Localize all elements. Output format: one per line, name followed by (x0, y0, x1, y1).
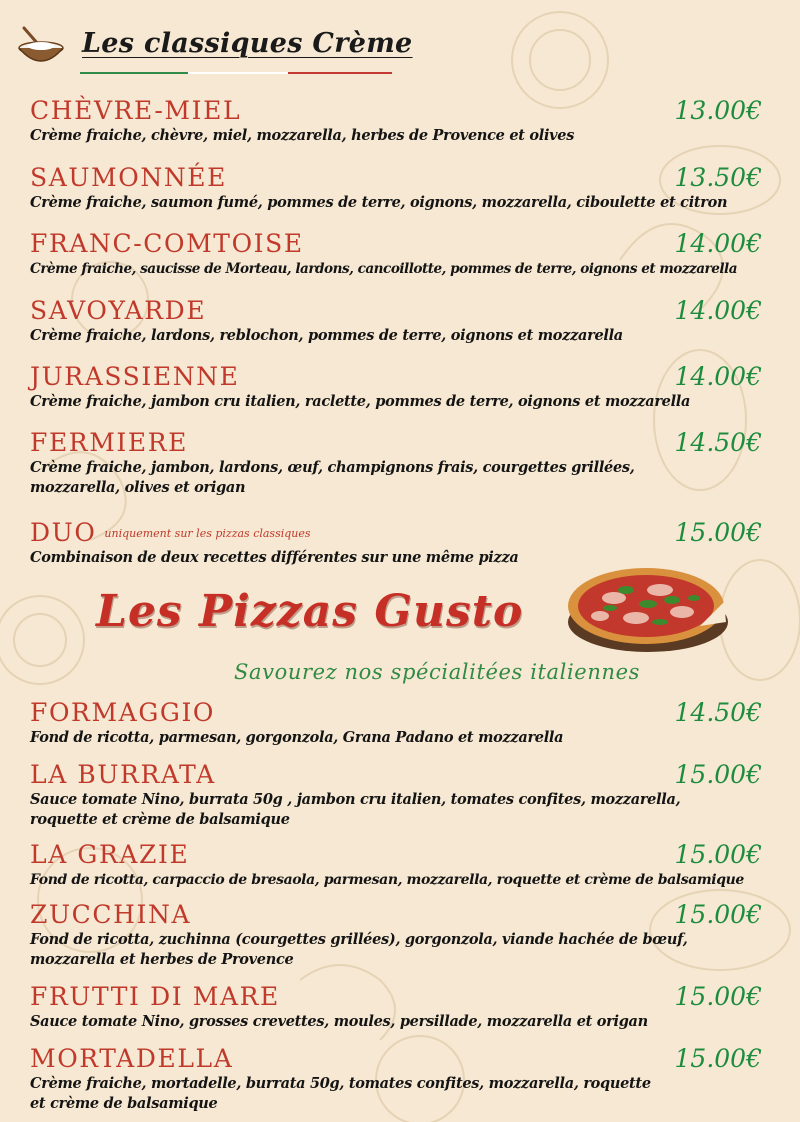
item-description: Sauce tomate Nino, grosses crevettes, moules, persillade, mozzarella et origan (30, 1013, 648, 1030)
item-description: Combinaison de deux recettes différentes sur une même pizza (30, 549, 519, 566)
item-name: SAVOYARDE (30, 296, 207, 325)
item-description: Crème fraiche, jambon, lardons, œuf, champignons frais, courgettes grillées, mozzarella, olives et origan (30, 459, 635, 496)
item-name: DUO (30, 518, 97, 547)
menu-item (30, 518, 770, 568)
item-description: Fond de ricotta, parmesan, gorgonzola, Grana Padano et mozzarella (30, 729, 564, 746)
item-price: 14.50€ (674, 698, 762, 727)
item-description: Crème fraiche, saucisse de Morteau, lardons, cancoillotte, pommes de terre, oignons et mozzarella (30, 261, 738, 277)
pizza-image (564, 562, 730, 662)
item-price: 15.00€ (674, 760, 762, 789)
menu-item (30, 760, 770, 830)
item-description: Crème fraiche, chèvre, miel, mozzarella, herbes de Provence et olives (30, 127, 575, 144)
item-name: FERMIERE (30, 428, 189, 457)
item-price: 13.50€ (674, 163, 762, 192)
menu-item (30, 229, 770, 279)
item-price: 14.50€ (674, 428, 762, 457)
item-description: Fond de ricotta, carpaccio de bresaola, parmesan, mozzarella, roquette et crème de balsamique (30, 872, 744, 888)
section-subtitle-gusto: Savourez nos spécialitées italiennes (234, 660, 640, 684)
item-name: JURASSIENNE (30, 362, 240, 391)
flag-stripe-red (288, 72, 392, 74)
item-name: FORMAGGIO (30, 698, 216, 727)
flag-stripe-white (188, 72, 288, 74)
menu-item (30, 163, 770, 213)
item-description: Crème fraiche, lardons, reblochon, pommes de terre, oignons et mozzarella (30, 327, 623, 344)
item-price: 15.00€ (674, 840, 762, 869)
item-name: CHÈVRE-MIEL (30, 96, 242, 125)
item-name: LA GRAZIE (30, 840, 190, 869)
menu-item (30, 96, 770, 146)
item-description: Crème fraiche, saumon fumé, pommes de terre, oignons, mozzarella, ciboulette et citron (30, 194, 728, 211)
item-price: 15.00€ (674, 1044, 762, 1073)
menu-item (30, 1044, 770, 1114)
menu-item (30, 428, 770, 498)
item-name: MORTADELLA (30, 1044, 234, 1073)
item-price: 14.00€ (674, 362, 762, 391)
section-title-classiques: Les classiques Crème (82, 28, 413, 59)
item-name: FRUTTI DI MARE (30, 982, 280, 1011)
menu-item (30, 840, 770, 890)
menu-item (30, 698, 770, 748)
item-description: Crème fraiche, mortadelle, burrata 50g, tomates confites, mozzarella, roquette et crème de balsamique (30, 1075, 651, 1112)
item-price: 13.00€ (674, 96, 762, 125)
item-description: Crème fraiche, jambon cru italien, raclette, pommes de terre, oignons et mozzarella (30, 393, 691, 410)
item-price: 15.00€ (674, 900, 762, 929)
menu-item (30, 296, 770, 346)
menu-item (30, 362, 770, 412)
item-name: FRANC-COMTOISE (30, 229, 304, 258)
item-name: ZUCCHINA (30, 900, 192, 929)
section-title-gusto: Les Pizzas Gusto (96, 586, 524, 637)
item-price: 15.00€ (674, 518, 762, 547)
item-description: Fond de ricotta, zuchinna (courgettes grillées), gorgonzola, viande hachée de bœuf, mozzarella et herbes de Provence (30, 931, 688, 968)
item-name: LA BURRATA (30, 760, 216, 789)
item-price: 14.00€ (674, 229, 762, 258)
item-description: Sauce tomate Nino, burrata 50g , jambon cru italien, tomates confites, mozzarella, roquette et crème de balsamique (30, 791, 681, 828)
flag-stripe-green (80, 72, 188, 74)
item-price: 15.00€ (674, 982, 762, 1011)
cream-bowl-icon (16, 24, 66, 68)
menu-item (30, 982, 770, 1032)
item-name: SAUMONNÉE (30, 163, 227, 192)
menu-item (30, 900, 770, 970)
item-note: uniquement sur les pizzas classiques (104, 527, 311, 540)
item-price: 14.00€ (674, 296, 762, 325)
classiques-header (16, 22, 416, 76)
